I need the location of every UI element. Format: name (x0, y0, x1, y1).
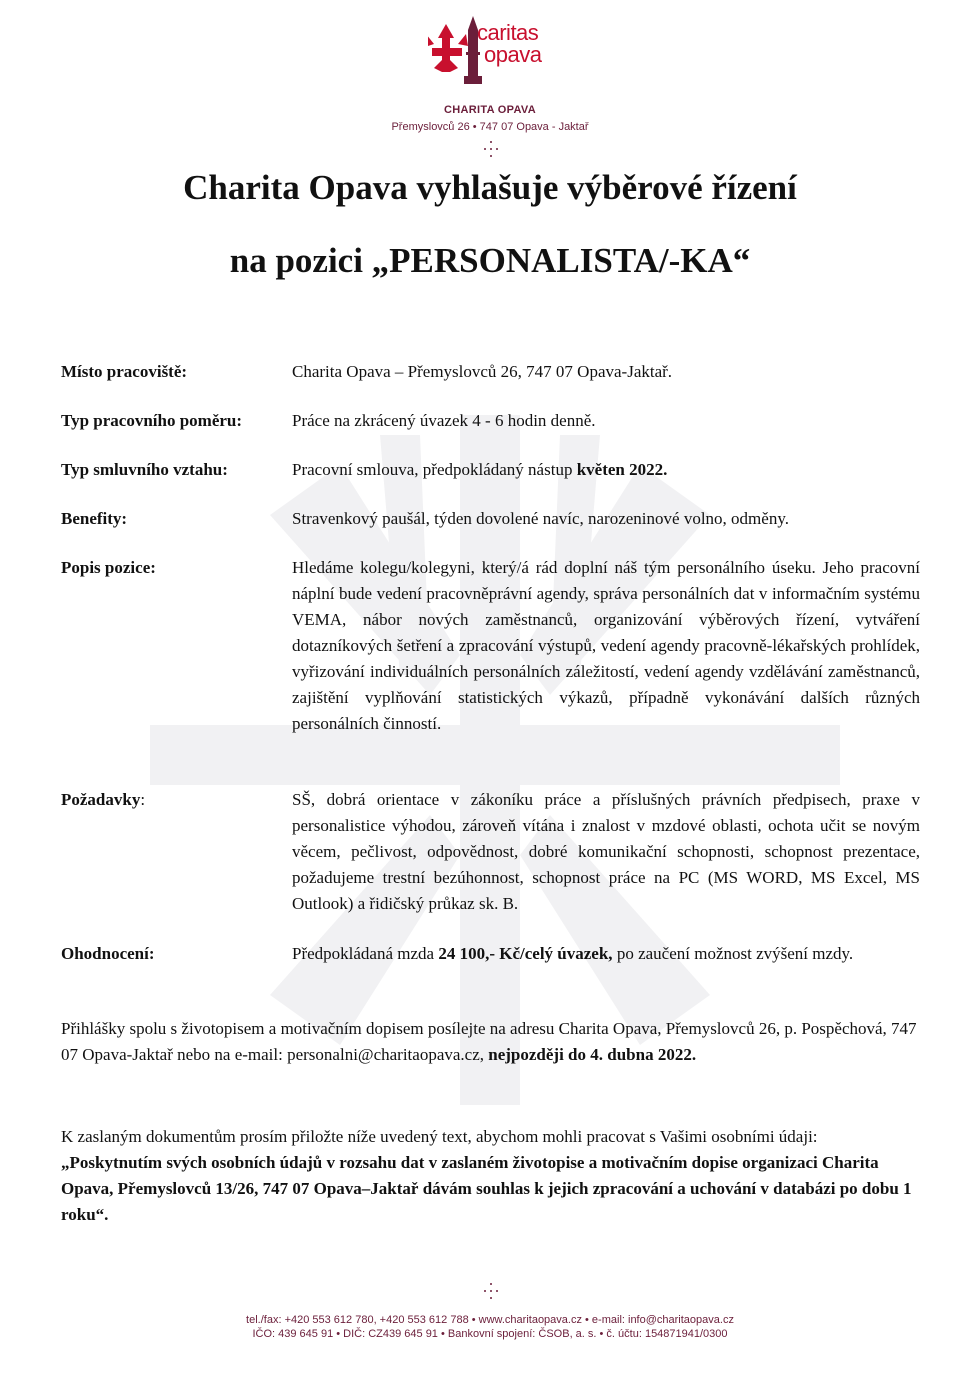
footer-divider-dots-icon (481, 1282, 501, 1302)
footer-company-line: IČO: 439 645 91 • DIČ: CZ439 645 91 • Bankovní spojení: ČSOB, a. s. • č. účtu: 154871941/0300 (252, 1328, 728, 1340)
consent-paragraph (61, 1124, 921, 1228)
logo-wordmark-caritas: caritas (477, 20, 539, 45)
requirements-label-text: Požadavky (61, 790, 141, 809)
detail-label: Typ smluvního vztahu: (61, 460, 228, 479)
organization-name: CHARITA OPAVA (444, 104, 536, 116)
footer-contact-line: tel./fax: +420 553 612 780, +420 553 612 788 • www.charitaopava.cz • e-mail: info@charitaopava.cz (246, 1314, 734, 1326)
consent-quote: „Poskytnutím svých osobních údajů v rozsahu dat v zaslaném životopise a motivačním dopise organizaci Charita Opava, Přemyslovců 13/26, 747 07 Opava–Jaktař dávám souhlas k jejich zpracování a uchování v databázi po dobu 1 roku“. (61, 1153, 912, 1224)
application-paragraph (61, 1016, 921, 1068)
detail-label: Typ pracovního poměru: (61, 411, 243, 430)
detail-value: SŠ, dobrá orientace v zákoníku práce a příslušných právních předpisech, praxe v personalistice výhodou, zároveň vítána i znalost v mzdové oblasti, ochota učit se novým věcem, pečlivost, odpovědnost, dobré komunikační schopnosti, schopnost prezentace, požadujeme trestní bezúhonnost, schopnost práce na PC (MS WORD, MS Excel, MS Outlook) a řidičský průkaz sk. B. (292, 790, 920, 913)
organization-address: Přemyslovců 26 • 747 07 Opava - Jaktař (391, 121, 589, 133)
detail-label: Místo pracoviště: (61, 362, 188, 381)
detail-label: Popis pozice: (61, 558, 156, 577)
detail-value: Práce na zkrácený úvazek 4 - 6 hodin denně. (292, 411, 596, 430)
detail-label: Benefity: (61, 509, 128, 528)
application-deadline: nejpozději do 4. dubna 2022. (488, 1045, 697, 1064)
detail-value: Stravenkový paušál, týden dovolené navíc, narozeninové volno, odměny. (292, 509, 789, 528)
application-text: Přihlášky spolu s životopisem a motivačním dopisem posílejte na adresu Charita Opava, Přemyslovců 26, p. Pospěchová, 747 07 Opava-Jaktař nebo na e-mail: personalni@charitaopava.cz, (61, 1019, 917, 1064)
detail-value (292, 941, 920, 967)
detail-value: Hledáme kolegu/kolegyni, který/á rád doplní náš tým personálního úseku. Jeho pracovní náplní bude vedení pracovněprávní agendy, správa personálních dat v informačním systému VEMA, nábor nových zaměstnanců, organizování výběrových řízení, vytváření dotazníkových šetření a zpracování výstupů, vedení agendy pracovně-lékařských prohlídek, vyřizování individuálních personálních záležitostí, vedení agendy vzdělávání zaměstnanců, zajištění vyplňování statistických výkazů, případně vykonávání dalších různých personálních činností. (292, 558, 920, 733)
consent-intro: K zaslaným dokumentům prosím přiložte níže uvedený text, abychom mohli pracovat s Vašimi osobními údaji: (61, 1127, 818, 1146)
salary-note: po zaučení možnost zvýšení mzdy. (612, 944, 854, 963)
contract-start-date: květen 2022. (576, 460, 668, 479)
detail-value (292, 457, 920, 483)
logo-wordmark-opava: opava (484, 42, 542, 67)
watermark-cross-icon (130, 395, 850, 1115)
salary-amount: 24 100,- Kč/celý úvazek, (438, 944, 613, 963)
salary-text: Předpokládaná mzda (292, 944, 439, 963)
requirements-label-colon: : (140, 790, 146, 809)
detail-label (61, 787, 145, 813)
page-title-line1: Charita Opava vyhlašuje výběrové řízení (183, 168, 797, 207)
contract-text: Pracovní smlouva, předpokládaný nástup (292, 460, 577, 479)
divider-dots-icon (481, 140, 501, 160)
detail-label: Ohodnocení: (61, 944, 155, 963)
detail-value: Charita Opava – Přemyslovců 26, 747 07 Opava-Jaktař. (292, 362, 673, 381)
page-title-line2: na pozici „PERSONALISTA/-KA“ (229, 241, 751, 280)
